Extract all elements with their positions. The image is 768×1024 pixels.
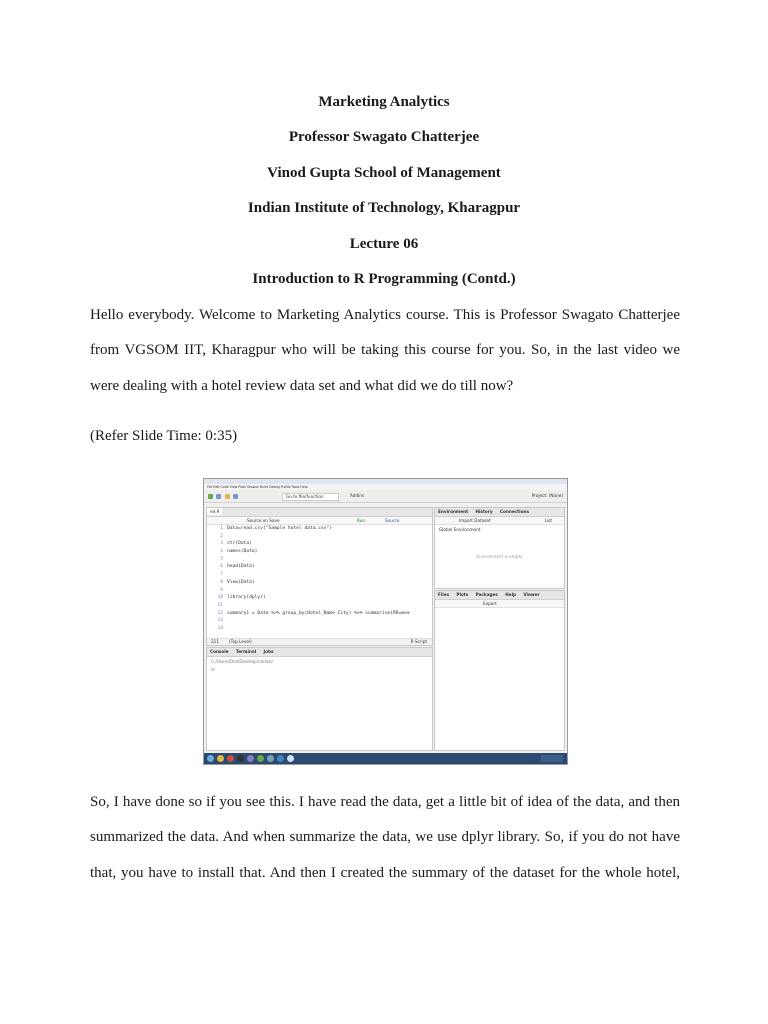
app-icon[interactable] xyxy=(267,755,274,762)
refer-slide-time: (Refer Slide Time: 0:35) xyxy=(90,428,238,444)
addins-menu[interactable]: Addins xyxy=(350,493,365,498)
env-toolbar xyxy=(435,517,564,525)
code-line[interactable] xyxy=(211,579,427,587)
code-text[interactable]: head(Data) xyxy=(227,564,255,570)
line-number: 11 xyxy=(217,602,223,608)
source-on-save-checkbox[interactable]: Source on Save xyxy=(247,518,280,523)
tab-plots[interactable]: Plots xyxy=(456,592,469,597)
intro-line: Hello everybody. Welcome to Marketing Analytics course. This is Professor Swagato Chatterjee xyxy=(90,307,680,323)
line-number: 1 xyxy=(220,526,223,531)
print-icon[interactable] xyxy=(233,494,238,499)
code-text[interactable]: str(Data) xyxy=(227,541,252,547)
tab-editor-file[interactable]: ed.R xyxy=(207,508,222,515)
code-editor[interactable] xyxy=(211,525,427,633)
line-number: 4 xyxy=(220,549,223,555)
tab-files[interactable]: Files xyxy=(438,592,450,597)
console-tabstrip xyxy=(207,648,432,657)
code-text[interactable]: summary1 = Data %>% group_by(Hotel_Name_City) %>% summarise(RR=mea xyxy=(227,610,410,616)
files-tabstrip xyxy=(435,591,564,600)
body-paragraph xyxy=(90,785,680,891)
plots-toolbar xyxy=(435,600,564,608)
global-env-select[interactable]: Global Environment xyxy=(439,527,481,532)
explorer-icon[interactable] xyxy=(217,755,224,762)
code-text[interactable]: Data=read.csv("Sample hotel data.csv") xyxy=(227,526,333,531)
code-line[interactable] xyxy=(211,548,427,556)
course-title: Marketing Analytics xyxy=(318,94,450,110)
import-dataset-button[interactable]: Import Dataset xyxy=(459,518,491,523)
env-tabstrip xyxy=(435,508,564,517)
app-icon[interactable] xyxy=(227,755,234,762)
system-tray xyxy=(541,755,563,762)
source-button[interactable]: Source xyxy=(385,518,400,523)
editor-toolbar xyxy=(207,517,432,525)
body-line: summarized the data. And when summarize the data, we use dplyr library. So, if you do not have xyxy=(90,829,680,846)
code-line[interactable] xyxy=(211,602,427,610)
rstudio-screenshot xyxy=(203,478,568,765)
console-path: C:/Users/Dell/Desktop/mktan/ xyxy=(211,659,273,664)
file-type[interactable]: R Script xyxy=(410,639,427,644)
windows-taskbar xyxy=(204,753,567,764)
line-number: 2 xyxy=(220,533,223,539)
line-number: 14 xyxy=(217,625,223,631)
body-line: So, I have done so if you see this. I have read the data, get a little bit of idea of the data, and then xyxy=(90,794,680,810)
scope-level[interactable]: (Top Level) xyxy=(229,639,252,644)
lecture-number: Lecture 06 xyxy=(349,236,419,252)
professor-name: Professor Swagato Chatterjee xyxy=(288,129,480,145)
editor-statusbar xyxy=(207,638,432,645)
editor-tabstrip xyxy=(207,508,432,517)
code-line[interactable] xyxy=(211,617,427,625)
lecture-topic: Introduction to R Programming (Contd.) xyxy=(252,271,516,287)
environment-pane xyxy=(434,507,565,589)
tab-viewer[interactable]: Viewer xyxy=(523,592,540,597)
line-number: 7 xyxy=(220,572,223,578)
tab-packages[interactable]: Packages xyxy=(475,592,498,597)
cursor-position: 211 xyxy=(211,639,219,644)
tab-console[interactable]: Console xyxy=(210,649,229,654)
code-line[interactable] xyxy=(211,540,427,548)
list-view-button[interactable]: List xyxy=(544,518,552,523)
project-menu[interactable]: Project: (None) xyxy=(531,493,563,498)
goto-function-input[interactable]: Go to file/function xyxy=(282,493,339,501)
files-pane xyxy=(434,590,565,751)
menu-bar[interactable]: File Edit Code View Plots Session Build Debug Profile Tools Help xyxy=(204,484,568,490)
app-icon[interactable] xyxy=(247,755,254,762)
institute-name: Indian Institute of Technology, Kharagpur xyxy=(247,200,521,216)
rstudio-icon[interactable] xyxy=(277,755,284,762)
env-empty-message: Environment is empty xyxy=(476,554,523,559)
export-button[interactable]: Export xyxy=(483,601,497,606)
line-number: 13 xyxy=(217,618,223,624)
editor-pane xyxy=(206,507,433,646)
line-number: 5 xyxy=(220,556,223,562)
console-pane xyxy=(206,647,433,751)
code-line[interactable] xyxy=(211,525,427,533)
new-file-icon[interactable] xyxy=(208,494,213,499)
code-line[interactable] xyxy=(211,556,427,564)
line-number: 8 xyxy=(220,579,223,585)
body-line: that, you have to install that. And then I created the summary of the dataset for the whole hotel, xyxy=(90,864,680,881)
code-line[interactable] xyxy=(211,625,427,633)
code-line[interactable] xyxy=(211,563,427,571)
line-number: 3 xyxy=(220,541,223,547)
run-button[interactable]: Run xyxy=(357,518,366,523)
app-icon[interactable] xyxy=(287,755,294,762)
intro-paragraph xyxy=(90,298,680,404)
code-line[interactable] xyxy=(211,587,427,595)
code-line[interactable] xyxy=(211,594,427,602)
code-line[interactable] xyxy=(211,571,427,579)
tab-environment[interactable]: Environment xyxy=(438,509,469,514)
line-number: 12 xyxy=(217,610,223,616)
school-name: Vinod Gupta School of Management xyxy=(267,165,501,181)
app-icon[interactable] xyxy=(237,755,244,762)
line-number: 10 xyxy=(217,595,223,601)
code-line[interactable] xyxy=(211,533,427,541)
app-icon[interactable] xyxy=(257,755,264,762)
main-toolbar xyxy=(204,490,567,503)
code-text[interactable]: names(Data) xyxy=(227,549,258,555)
tab-jobs[interactable]: Jobs xyxy=(263,649,274,654)
tab-history[interactable]: History xyxy=(475,509,493,514)
line-number: 9 xyxy=(220,587,223,593)
tab-help[interactable]: Help xyxy=(505,592,516,597)
tab-connections[interactable]: Connections xyxy=(499,509,529,514)
code-text[interactable]: library(dplyr) xyxy=(227,595,266,601)
code-text[interactable]: View(Data) xyxy=(227,579,255,585)
intro-line: were dealing with a hotel review data set and what did we do till now? xyxy=(90,377,514,394)
console-prompt[interactable]: > xyxy=(211,667,215,672)
code-line[interactable] xyxy=(211,610,427,618)
tab-terminal[interactable]: Terminal xyxy=(235,649,257,654)
save-icon[interactable] xyxy=(225,494,230,499)
intro-line: from VGSOM IIT, Kharagpur who will be taking this course for you. So, in the last video we xyxy=(90,342,680,359)
start-icon[interactable] xyxy=(207,755,214,762)
open-file-icon[interactable] xyxy=(216,494,221,499)
line-number: 6 xyxy=(220,564,223,570)
